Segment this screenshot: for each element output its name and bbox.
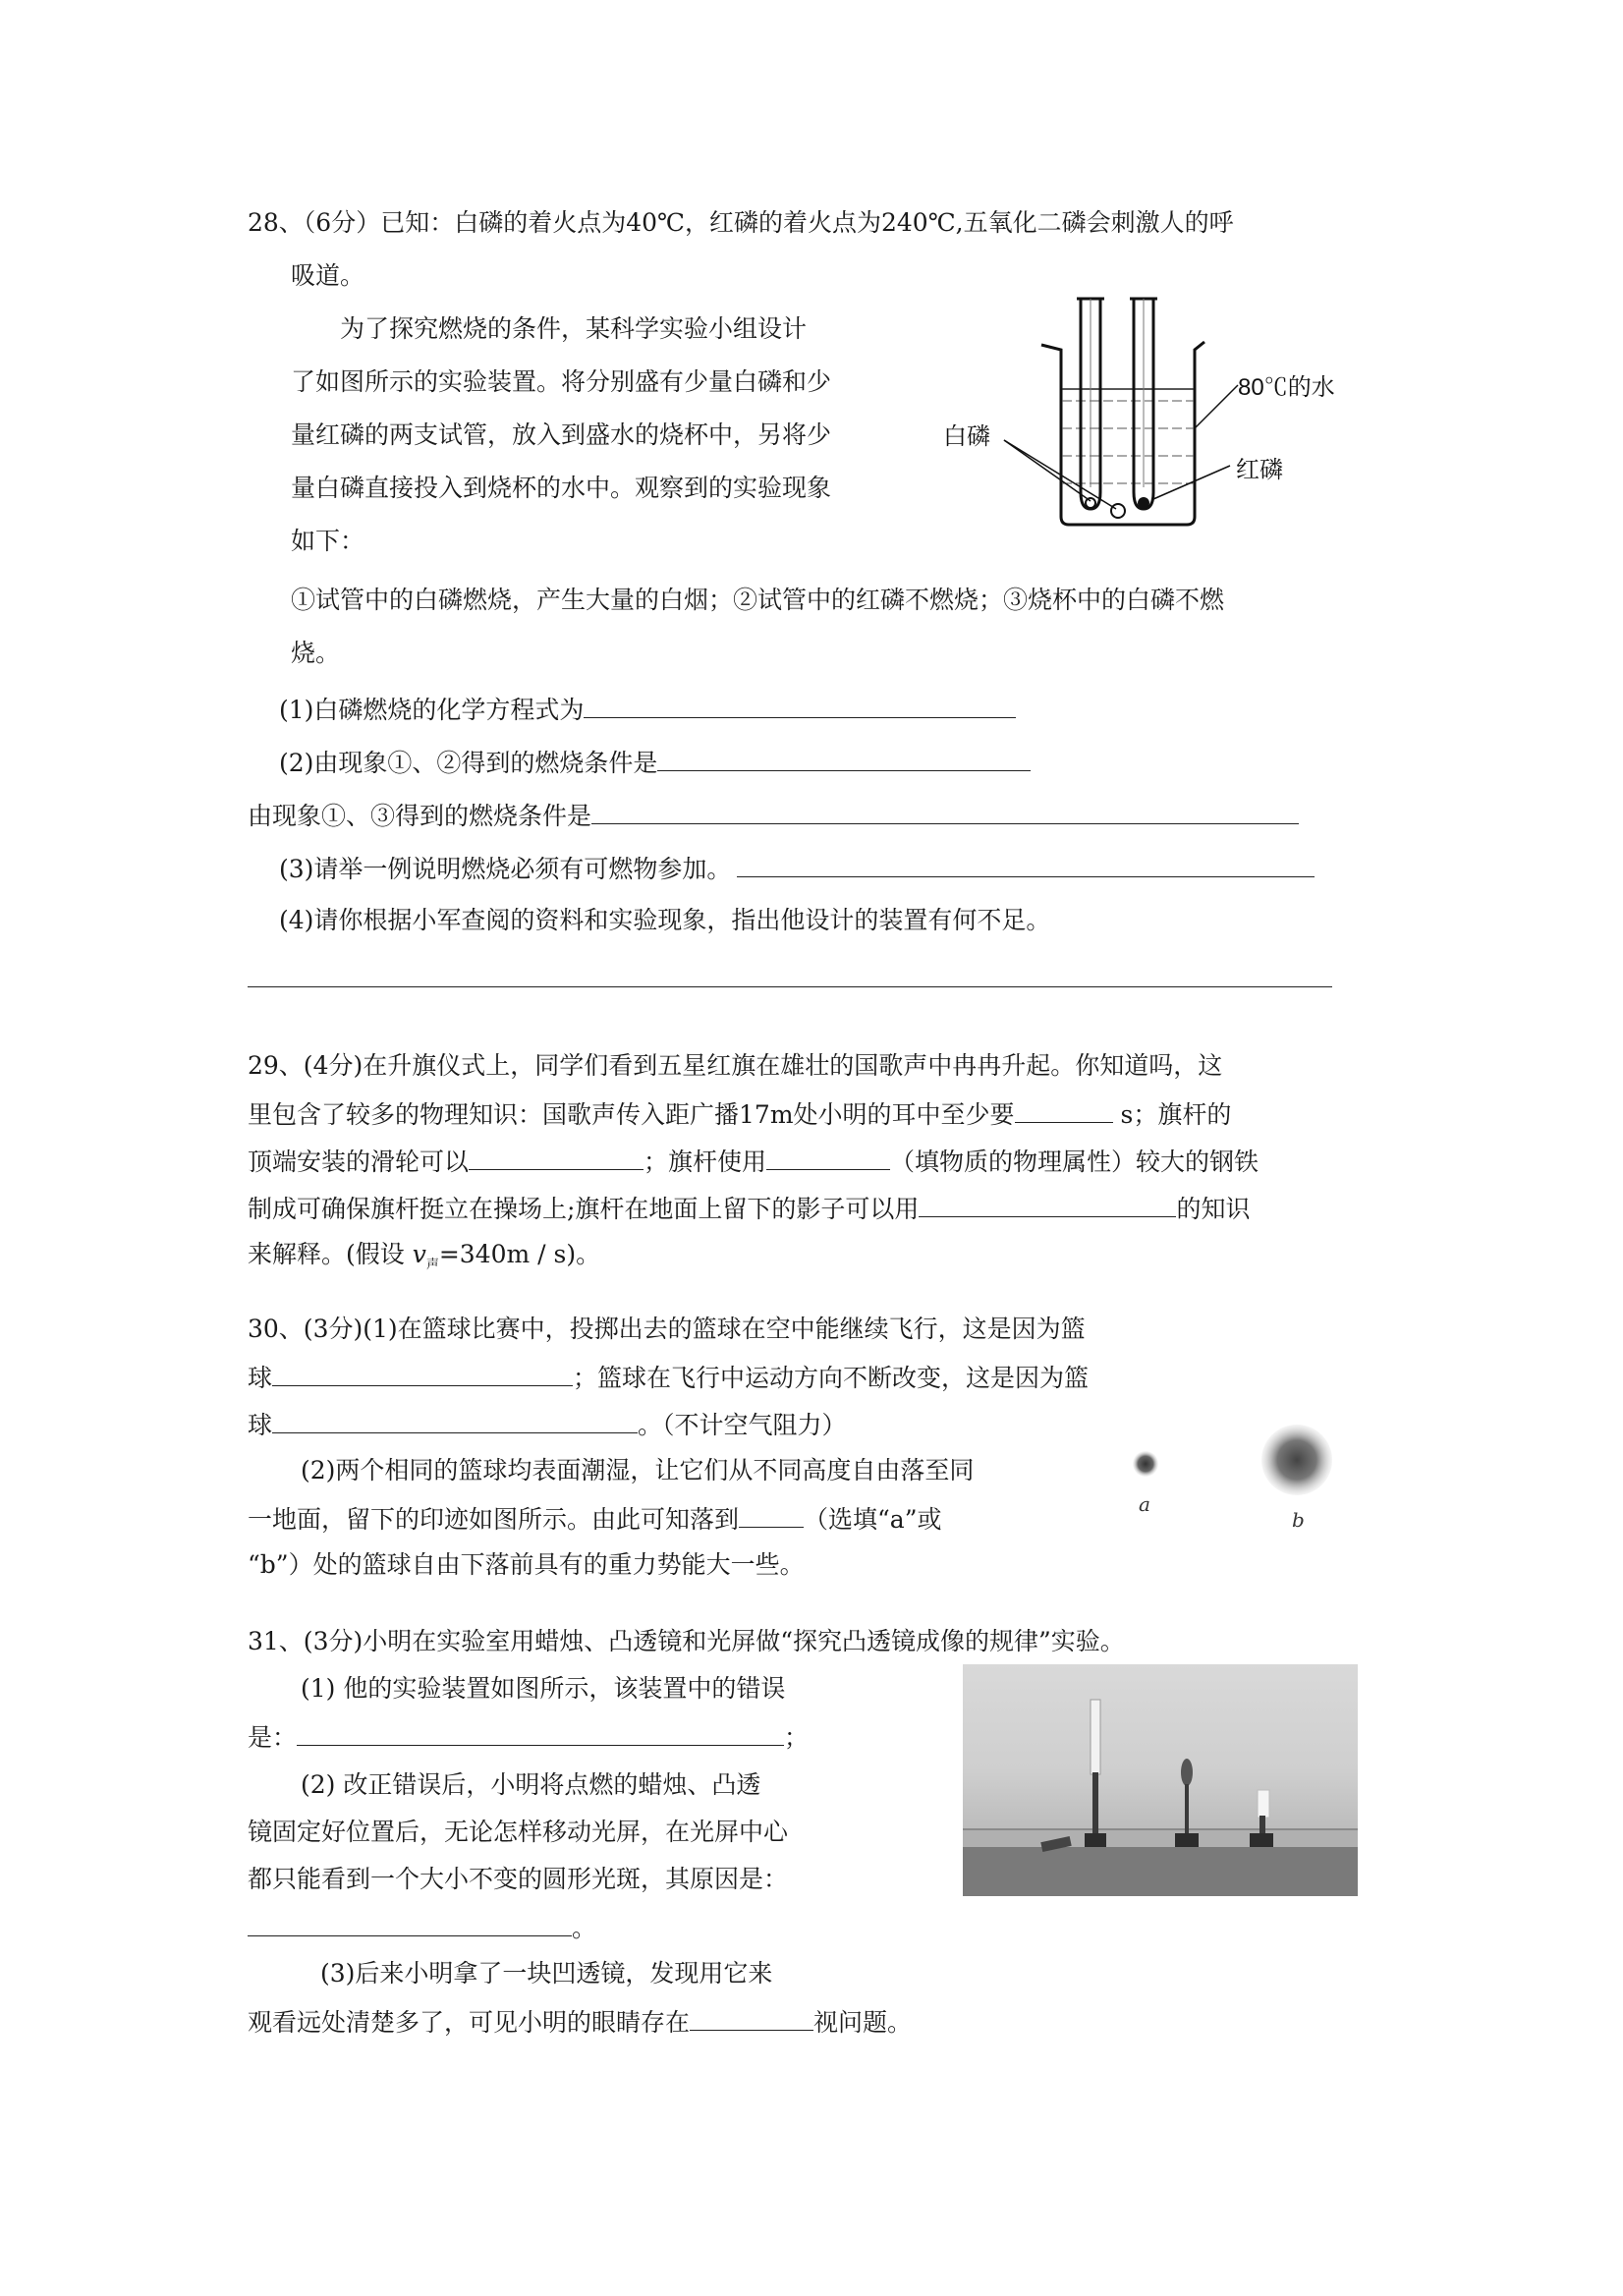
- q28-sub2-text: (2)由现象①、②得到的燃烧条件是: [279, 749, 658, 777]
- q30-line2: [248, 1360, 1089, 1395]
- q28-sub3-text: (3)请举一例说明燃烧必须有可燃物参加。: [279, 855, 732, 883]
- label-a: a: [1139, 1492, 1150, 1516]
- q29-line3-text: 顶端安装的滑轮可以: [248, 1148, 470, 1176]
- q28-para-line2: 了如图所示的实验装置。将分别盛有少量白磷和少: [291, 367, 832, 396]
- q30-line3-text: 球: [248, 1411, 273, 1439]
- q31-line3-text: 是：: [248, 1723, 298, 1752]
- answer-blank-q31-reason[interactable]: [248, 1910, 572, 1936]
- velocity-symbol: v: [412, 1240, 426, 1268]
- q31-line9: [248, 2004, 912, 2040]
- q30-line2-tail: ；篮球在飞行中运动方向不断改变，这是因为篮: [573, 1364, 1090, 1392]
- q28-sub1: [279, 692, 1016, 727]
- q28-sub2: [279, 745, 1031, 780]
- velocity-subscript: 声: [425, 1258, 439, 1272]
- q30-line6: “b”）处的篮球自由下落前具有的重力势能大一些。: [248, 1550, 805, 1579]
- q31-line3-tail: ；: [784, 1723, 810, 1752]
- q28-sub2b: [248, 798, 1299, 833]
- label-b: b: [1292, 1508, 1305, 1532]
- q30-line5-tail: （选填“a”或: [804, 1505, 942, 1534]
- convex-lens: [1181, 1759, 1193, 1786]
- q30-line1: 30、(3分)(1)在篮球比赛中，投掷出去的篮球在空中能继续飞行，这是因为篮: [248, 1315, 1086, 1343]
- q31-line1: 31、(3分)小明在实验室用蜡烛、凸透镜和光屏做“探究凸透镜成像的规律”实验。: [248, 1627, 1125, 1655]
- ball-imprints-figure: [1120, 1423, 1356, 1540]
- answer-blank-q28-3[interactable]: [737, 851, 1315, 877]
- q29-line2: [248, 1096, 1231, 1132]
- light-screen: [1258, 1790, 1269, 1818]
- imprint-b: [1261, 1425, 1332, 1495]
- q31-line2: (1) 他的实验装置如图所示，该装置中的错误: [301, 1674, 786, 1703]
- q28-sub1-text: (1)白磷燃烧的化学方程式为: [279, 696, 585, 724]
- q31-line7-tail: 。: [572, 1914, 597, 1942]
- q30-line4: (2)两个相同的篮球均表面潮湿，让它们从不同高度自由落至同: [301, 1456, 975, 1484]
- answer-blank-q29-property[interactable]: [766, 1144, 890, 1170]
- answer-blank-q31-vision[interactable]: [690, 2004, 813, 2031]
- answer-blank-q28-2a[interactable]: [657, 745, 1031, 771]
- imprint-a: [1133, 1451, 1158, 1477]
- q28-observations-line1: ①试管中的白磷燃烧，产生大量的白烟；②试管中的红磷不燃烧；③烧杯中的白磷不燃: [291, 586, 1225, 614]
- q31-line4: (2) 改正错误后，小明将点燃的蜡烛、凸透: [301, 1770, 761, 1799]
- answer-blank-q28-2b[interactable]: [591, 798, 1299, 824]
- q30-line5: [248, 1501, 941, 1537]
- q28-sub2b-text: 由现象①、③得到的燃烧条件是: [248, 802, 592, 830]
- q31-line3: [248, 1719, 809, 1755]
- answer-blank-q29-time[interactable]: [1015, 1096, 1113, 1123]
- label-white-phosphorus: 白磷: [943, 423, 990, 450]
- white-phosphorus-tube: [1086, 498, 1095, 508]
- q28-title: 28、（6分）已知：白磷的着火点为40℃，红磷的着火点为240℃,五氧化二磷会刺激人的呼: [248, 208, 1234, 237]
- q30-line3-tail: 。（不计空气阻力）: [638, 1411, 847, 1439]
- q28-para-line5: 如下：: [291, 527, 365, 555]
- q29-line1: 29、(4分)在升旗仪式上，同学们看到五星红旗在雄壮的国歌声中冉冉升起。你知道吗，这: [248, 1051, 1223, 1080]
- q29-line5-tail: =340m / s)。: [438, 1240, 601, 1268]
- answer-blank-q29-shadow[interactable]: [919, 1191, 1176, 1217]
- q28-para-line1: 为了探究燃烧的条件，某科学实验小组设计: [340, 314, 808, 343]
- q31-line5: 镜固定好位置后，无论怎样移动光屏，在光屏中心: [248, 1818, 789, 1846]
- q28-sub4: (4)请你根据小军查阅的资料和实验现象，指出他设计的装置有何不足。: [279, 906, 1051, 934]
- q28-para-line3: 量红磷的两支试管，放入到盛水的烧杯中，另将少: [291, 420, 832, 449]
- label-red-phosphorus: 红磷: [1236, 457, 1283, 483]
- beaker-figure: [943, 291, 1356, 536]
- q28-sub3: [279, 851, 1315, 886]
- q29-line3-tail: （填物质的物理属性）较大的钢铁: [890, 1148, 1259, 1176]
- answer-blank-q30-ab[interactable]: [739, 1501, 804, 1528]
- q31-line7: [248, 1910, 596, 1945]
- q29-line2-tail: s；旗杆的: [1120, 1100, 1232, 1129]
- answer-blank-q28-4[interactable]: [248, 986, 1332, 987]
- red-phosphorus: [1138, 497, 1149, 509]
- q31-line6: 都只能看到一个大小不变的圆形光斑，其原因是：: [248, 1865, 789, 1893]
- q29-line4-tail: 的知识: [1176, 1195, 1251, 1223]
- q30-line2-text: 球: [248, 1364, 273, 1392]
- answer-blank-q29-pulley[interactable]: [469, 1144, 644, 1170]
- q28-observations-line2: 烧。: [291, 639, 341, 667]
- answer-blank-q30-gravity[interactable]: [272, 1407, 638, 1433]
- q31-line9-text: 观看远处清楚多了，可见小明的眼睛存在: [248, 2008, 691, 2037]
- optical-bench-drawing: [963, 1664, 1358, 1896]
- q31-line8: (3)后来小明拿了一块凹透镜，发现用它来: [320, 1959, 773, 1988]
- q31-line9-tail: 视问题。: [813, 2008, 913, 2037]
- optical-bench-photo: [963, 1664, 1358, 1896]
- q29-line2-text: 里包含了较多的物理知识：国歌声传入距广播17m处小明的耳中至少要: [248, 1100, 1015, 1129]
- candle: [1091, 1700, 1100, 1774]
- q28-title-cont: 吸道。: [291, 261, 365, 290]
- answer-blank-q31-error[interactable]: [297, 1719, 784, 1746]
- q29-line4-text: 制成可确保旗杆挺立在操场上;旗杆在地面上留下的影子可以用: [248, 1195, 920, 1223]
- q30-line5-text: 一地面，留下的印迹如图所示。由此可知落到: [248, 1505, 740, 1534]
- q30-line3: [248, 1407, 847, 1442]
- q29-line3: [248, 1144, 1259, 1179]
- q29-line3-mid: ；旗杆使用: [644, 1148, 767, 1176]
- q29-line5-text: 来解释。(假设: [248, 1240, 413, 1268]
- q29-line5: [248, 1238, 600, 1282]
- answer-blank-q30-inertia[interactable]: [272, 1360, 573, 1386]
- label-hot-water: 80℃的水: [1238, 374, 1335, 401]
- answer-blank-q28-1[interactable]: [584, 692, 1016, 718]
- q28-para-line4: 量白磷直接投入到烧杯的水中。观察到的实验现象: [291, 474, 832, 502]
- q29-line4: [248, 1191, 1250, 1226]
- white-phosphorus-beaker: [1111, 504, 1125, 518]
